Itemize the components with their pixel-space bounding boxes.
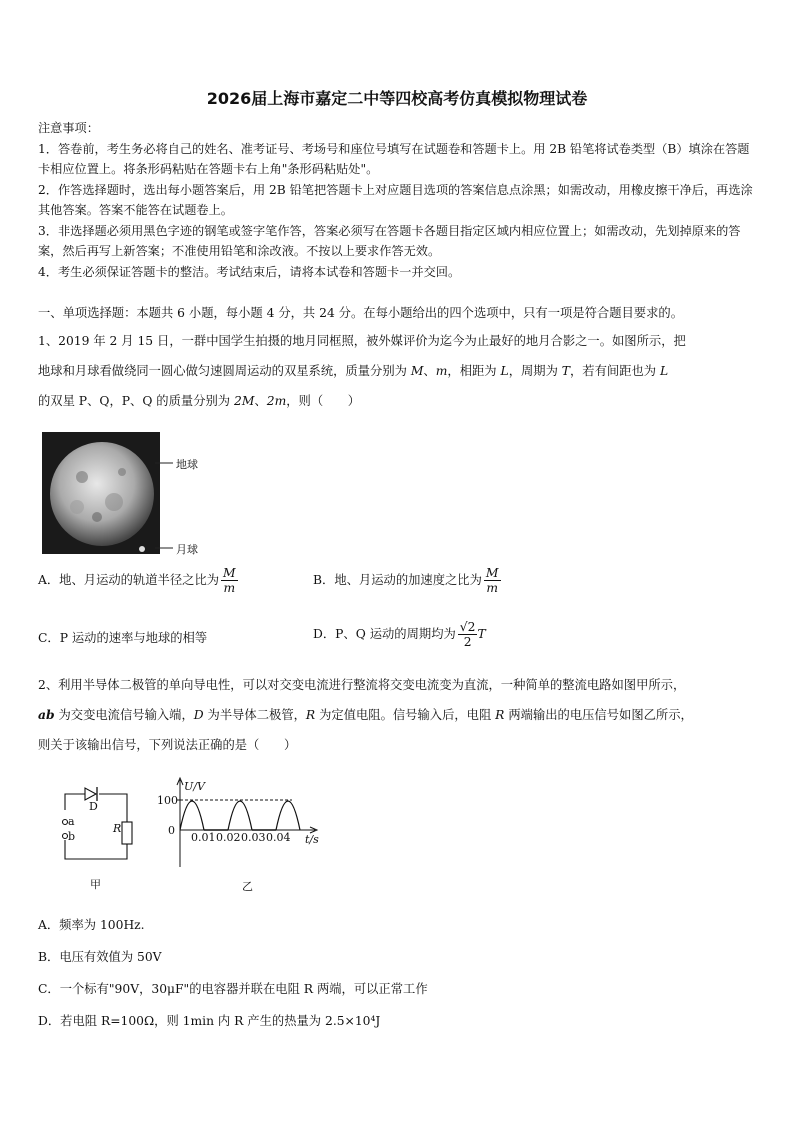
voltage-waveform-graph	[150, 772, 325, 872]
label-b: b	[68, 830, 76, 843]
fraction-M-over-m: $\frac{M}{m}$	[485, 566, 499, 595]
figure-label-yi: 乙	[242, 880, 253, 893]
q1-line3: 的双星 P、Q，P、Q 的质量分别为 2M、2m，则（ ）	[38, 394, 361, 408]
page-title: 2026届上海市嘉定二中等四校高考仿真模拟物理试卷	[206, 89, 588, 108]
q2-line1: 2、利用半导体二极管的单向导电性，可以对交变电流进行整流将交变电流变为直流，一种简单的整流电路如图甲所示，	[38, 678, 686, 692]
fraction-sqrt2-over-2: $\frac{√2}{2}$	[459, 620, 476, 649]
exam-notes	[38, 118, 760, 282]
photo-leader-lines	[155, 455, 175, 555]
label-a: a	[68, 815, 75, 828]
label-resistor: R	[113, 822, 122, 835]
q1-line1: 1、2019 年 2 月 15 日，一群中国学生拍摄的地月同框照，被外媒评价为迄今为止最好的地月合影之一。如图所示，把	[38, 334, 686, 348]
note-item: 4．考生必须保证答题卡的整洁。考试结束后，请将本试卷和答题卡一并交回。	[38, 264, 461, 279]
q2-option-a[interactable]: A．频率为 100Hz.	[38, 918, 145, 932]
note-item: 2．作答选择题时，选出每小题答案后，用 2B 铅笔把答题卡上对应题目选项的答案信息点涂黑；如需改动，用橡皮擦干净后，再选涂其他答案。答案不能答在试题卷上。	[38, 182, 753, 217]
axis-label-y: U/V	[184, 780, 205, 793]
earth-moon-photo	[42, 432, 160, 554]
diode-symbol	[85, 788, 96, 800]
note-item: 1．答卷前，考生务必将自己的姓名、准考证号、考场号和座位号填写在试题卷和答题卡上。用 2B 铅笔将试卷类型（B）填涂在答题卡相应位置上。将条形码粘贴在答题卡右上角"条形码粘贴处"。	[38, 141, 750, 176]
q1-option-c[interactable]: C．P 运动的速率与地球的相等	[38, 631, 208, 645]
tick-label-0: 0	[168, 824, 175, 837]
label-moon: 月球	[176, 543, 198, 556]
note-item: 3．非选择题必须用黑色字迹的钢笔或签字笔作答，答案必须写在答题卡各题目指定区域内相应位置上；如需改动，先划掉原来的答案，然后再写上新答案；不准使用铅笔和涂改液。不按以上要求作答无效。	[38, 223, 741, 258]
q2-option-b[interactable]: B．电压有效值为 50V	[38, 950, 162, 964]
label-earth: 地球	[176, 458, 198, 471]
section-heading: 一、单项选择题：本题共 6 小题，每小题 4 分，共 24 分。在每小题给出的四个选项中，只有一项是符合题目要求的。	[38, 306, 683, 320]
q1-option-a[interactable]: A．地、月运动的轨道半径之比为 $\frac{M}{m}$	[38, 566, 236, 595]
q2-option-d[interactable]: D．若电阻 R=100Ω，则 1min 内 R 产生的热量为 2.5×10⁴J	[38, 1014, 381, 1028]
q2-line2: ab 为交变电流信号输入端，D 为半导体二极管，R 为定值电阻。信号输入后，电阻 R 两端输出的电压信号如图乙所示，	[38, 707, 693, 722]
fraction-M-over-m: $\frac{M}{m}$	[223, 566, 236, 595]
tick-label-x: 0.03	[241, 831, 266, 844]
q1-line2: 地球和月球看做绕同一圆心做匀速圆周运动的双星系统，质量分别为 M、m，相距为 L，周期为 T，若有间距也为 L	[38, 364, 669, 378]
q1-option-d[interactable]: D．P、Q 运动的周期均为 $\frac{√2}{2}$ T	[313, 620, 486, 649]
q2-line3: 则关于该输出信号，下列说法正确的是（ ）	[38, 738, 297, 752]
question-1-stem	[38, 326, 762, 416]
notes-heading: 注意事项：	[38, 121, 99, 135]
question-2-stem	[38, 670, 762, 760]
earth-moon-image	[42, 432, 160, 554]
tick-label-x: 0.02	[216, 831, 241, 844]
tick-label-x: 0.01	[191, 831, 216, 844]
tick-label-x: 0.04	[266, 831, 291, 844]
axis-label-x: t/s	[305, 833, 319, 846]
label-diode: D	[89, 800, 98, 813]
q1-option-b[interactable]: B．地、月运动的加速度之比为 $\frac{M}{m}$	[313, 566, 499, 595]
tick-label-100: 100	[157, 794, 178, 807]
figure-label-jia: 甲	[90, 878, 101, 891]
q2-option-c[interactable]: C．一个标有"90V，30μF"的电容器并联在电阻 R 两端，可以正常工作	[38, 982, 428, 996]
